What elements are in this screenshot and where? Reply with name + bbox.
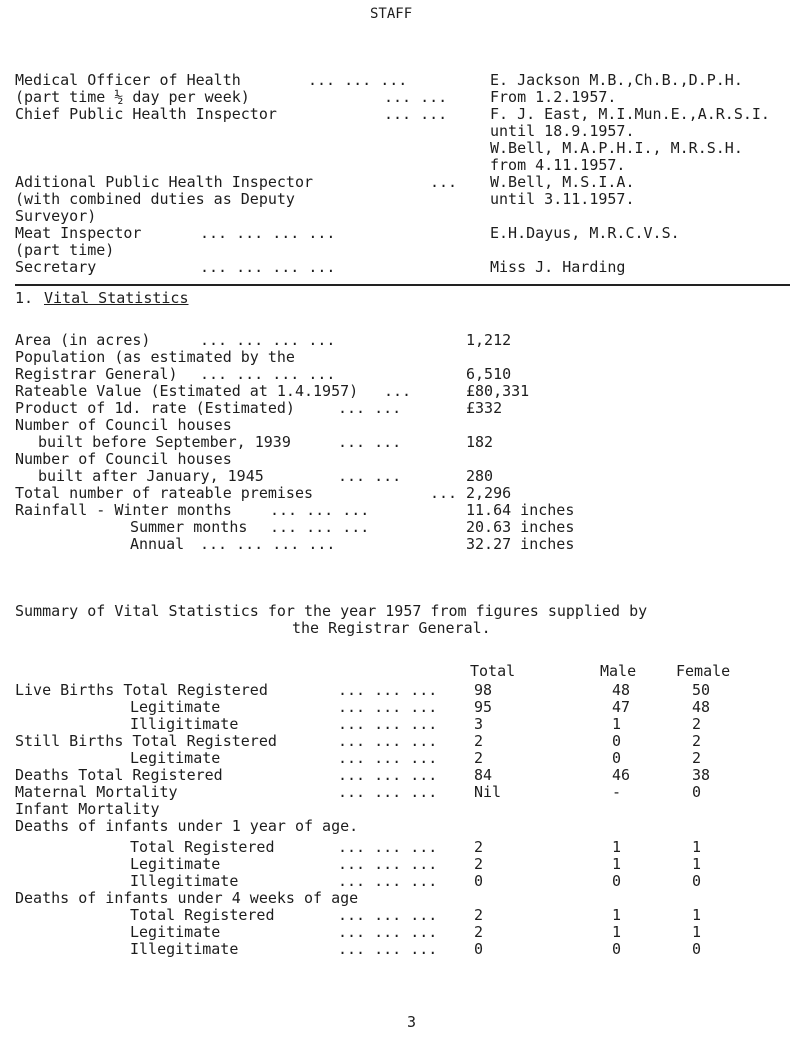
summary-row-dots: ... ... ... <box>338 872 438 890</box>
vital-label: built after January, 1945 <box>38 467 264 485</box>
summary-cell-total: 2 <box>474 855 484 873</box>
vital-label: Registrar General) <box>15 365 178 383</box>
summary-intro: Summary of Vital Statistics for the year 1957 from figures supplied by <box>15 602 648 620</box>
summary-row-dots: ... ... ... <box>338 838 438 856</box>
vital-dots: ... ... <box>338 399 402 417</box>
staff-name: from 4.11.1957. <box>490 156 626 174</box>
staff-role: Aditional Public Health Inspector <box>15 173 314 191</box>
vital-label: Area (in acres) <box>15 331 151 349</box>
vital-value: 20.63 inches <box>466 518 575 536</box>
vital-label: Population (as estimated by the <box>15 348 295 366</box>
summary-cell-female: 1 <box>692 906 702 924</box>
staff-name: W.Bell, M.A.P.H.I., M.R.S.H. <box>490 139 743 157</box>
vital-label: Number of Council houses <box>15 416 232 434</box>
summary-cell-total: 2 <box>474 906 484 924</box>
summary-cell-male: 1 <box>612 855 622 873</box>
staff-name: until 3.11.1957. <box>490 190 635 208</box>
summary-cell-total: 98 <box>474 681 493 699</box>
summary-row-label: Still Births Total Registered <box>15 732 277 750</box>
vital-dots: ... ... ... ... <box>200 535 336 553</box>
staff-dots: ... <box>430 173 458 191</box>
summary-cell-total: 84 <box>474 766 493 784</box>
summary-cell-total: 3 <box>474 715 484 733</box>
vital-dots: ... ... <box>338 433 402 451</box>
vital-label: Product of 1d. rate (Estimated) <box>15 399 295 417</box>
summary-cell-total: 2 <box>474 749 484 767</box>
column-header-total: Total <box>470 662 516 680</box>
staff-role: Secretary <box>15 258 97 276</box>
summary-cell-male: 1 <box>612 715 622 733</box>
summary-cell-female: 38 <box>692 766 711 784</box>
staff-role: Medical Officer of Health <box>15 71 241 89</box>
staff-role: Surveyor) <box>15 207 97 225</box>
summary-cell-male: 0 <box>612 749 622 767</box>
vital-value: 280 <box>466 467 494 485</box>
summary-row-label: Illegitimate <box>130 872 239 890</box>
summary-row-dots: ... ... ... <box>338 906 438 924</box>
vital-value: £332 <box>466 399 503 417</box>
vital-label: Total number of rateable premises <box>15 484 314 502</box>
summary-cell-total: Nil <box>474 783 502 801</box>
vital-label: Number of Council houses <box>15 450 232 468</box>
summary-row-label: Legitimate <box>130 698 221 716</box>
summary-cell-female: 0 <box>692 872 702 890</box>
staff-dots: ... ... <box>384 88 448 106</box>
column-header-male: Male <box>600 662 637 680</box>
staff-dots: ... ... ... ... <box>200 258 336 276</box>
summary-row-label: Illegitimate <box>130 940 239 958</box>
vital-label: Annual <box>130 535 185 553</box>
summary-cell-female: 0 <box>692 940 702 958</box>
summary-cell-male: 1 <box>612 923 622 941</box>
vital-value: 11.64 inches <box>466 501 575 519</box>
summary-cell-male: 47 <box>612 698 631 716</box>
section-number: 1. <box>15 289 34 307</box>
vital-label: Summer months <box>130 518 248 536</box>
summary-cell-female: 1 <box>692 838 702 856</box>
summary-row-dots: ... ... ... <box>338 940 438 958</box>
summary-row-label: Maternal Mortality <box>15 783 178 801</box>
staff-role: (with combined duties as Deputy <box>15 190 295 208</box>
summary-cell-female: 50 <box>692 681 711 699</box>
summary-row-label: Deaths Total Registered <box>15 766 223 784</box>
summary-cell-total: 2 <box>474 838 484 856</box>
summary-intro: the Registrar General. <box>292 619 491 637</box>
page-title: STAFF <box>370 6 413 22</box>
summary-row-label: Total Registered <box>130 906 275 924</box>
vital-value: 2,296 <box>466 484 512 502</box>
staff-role: (part time) <box>15 241 115 259</box>
vital-value: 6,510 <box>466 365 512 383</box>
staff-dots: ... ... ... ... <box>200 224 336 242</box>
summary-cell-female: 1 <box>692 923 702 941</box>
vital-label: Rainfall - Winter months <box>15 501 232 519</box>
vital-dots: ... ... ... ... <box>200 331 336 349</box>
summary-cell-total: 2 <box>474 923 484 941</box>
staff-name: E. Jackson M.B.,Ch.B.,D.P.H. <box>490 71 743 89</box>
page-number: 3 <box>407 1013 417 1031</box>
summary-row-dots: ... ... ... <box>338 698 438 716</box>
summary-cell-male: 0 <box>612 940 622 958</box>
vital-dots: ... ... ... <box>270 518 370 536</box>
summary-cell-male: 0 <box>612 872 622 890</box>
summary-row-dots: ... ... ... <box>338 855 438 873</box>
staff-name: F. J. East, M.I.Mun.E.,A.R.S.I. <box>490 105 770 123</box>
summary-row-dots: ... ... ... <box>338 766 438 784</box>
staff-name: Miss J. Harding <box>490 258 626 276</box>
column-header-female: Female <box>676 662 731 680</box>
summary-row-label: Live Births Total Registered <box>15 681 268 699</box>
summary-cell-female: 0 <box>692 783 702 801</box>
divider <box>15 284 790 286</box>
summary-row-dots: ... ... ... <box>338 923 438 941</box>
vital-dots: ... <box>430 484 458 502</box>
summary-row-dots: ... ... ... <box>338 749 438 767</box>
summary-cell-female: 2 <box>692 749 702 767</box>
vital-label: built before September, 1939 <box>38 433 291 451</box>
vital-value: £80,331 <box>466 382 530 400</box>
staff-name: until 18.9.1957. <box>490 122 635 140</box>
staff-name: E.H.Dayus, M.R.C.V.S. <box>490 224 680 242</box>
staff-name: W.Bell, M.S.I.A. <box>490 173 635 191</box>
staff-dots: ... ... <box>384 105 448 123</box>
summary-cell-total: 0 <box>474 940 484 958</box>
summary-row-label: Deaths of infants under 4 weeks of age <box>15 889 359 907</box>
summary-cell-male: - <box>612 783 622 801</box>
summary-cell-female: 2 <box>692 715 702 733</box>
summary-cell-male: 48 <box>612 681 631 699</box>
staff-name: From 1.2.1957. <box>490 88 617 106</box>
vital-label: Rateable Value (Estimated at 1.4.1957) <box>15 382 359 400</box>
summary-row-dots: ... ... ... <box>338 783 438 801</box>
vital-value: 32.27 inches <box>466 535 575 553</box>
summary-row-label: Illigitimate <box>130 715 239 733</box>
vital-value: 1,212 <box>466 331 512 349</box>
summary-cell-total: 0 <box>474 872 484 890</box>
summary-cell-male: 0 <box>612 732 622 750</box>
summary-row-label: Infant Mortality <box>15 800 160 818</box>
summary-cell-male: 1 <box>612 838 622 856</box>
summary-row-label: Legitimate <box>130 855 221 873</box>
staff-role: (part time ½ day per week) <box>15 88 250 106</box>
staff-dots: ... ... ... <box>308 71 408 89</box>
section-heading: Vital Statistics <box>44 289 189 307</box>
summary-row-dots: ... ... ... <box>338 715 438 733</box>
summary-row-dots: ... ... ... <box>338 681 438 699</box>
summary-cell-total: 2 <box>474 732 484 750</box>
summary-row-label: Deaths of infants under 1 year of age. <box>15 817 359 835</box>
summary-row-label: Total Registered <box>130 838 275 856</box>
summary-cell-female: 1 <box>692 855 702 873</box>
staff-role: Meat Inspector <box>15 224 142 242</box>
summary-row-dots: ... ... ... <box>338 732 438 750</box>
summary-row-label: Legitimate <box>130 923 221 941</box>
vital-dots: ... ... ... ... <box>200 365 336 383</box>
summary-cell-female: 2 <box>692 732 702 750</box>
summary-cell-male: 1 <box>612 906 622 924</box>
summary-cell-female: 48 <box>692 698 711 716</box>
summary-row-label: Legitimate <box>130 749 221 767</box>
vital-value: 182 <box>466 433 494 451</box>
vital-dots: ... ... ... <box>270 501 370 519</box>
vital-dots: ... ... <box>338 467 402 485</box>
staff-role: Chief Public Health Inspector <box>15 105 277 123</box>
summary-cell-male: 46 <box>612 766 631 784</box>
summary-cell-total: 95 <box>474 698 493 716</box>
vital-dots: ... <box>384 382 412 400</box>
